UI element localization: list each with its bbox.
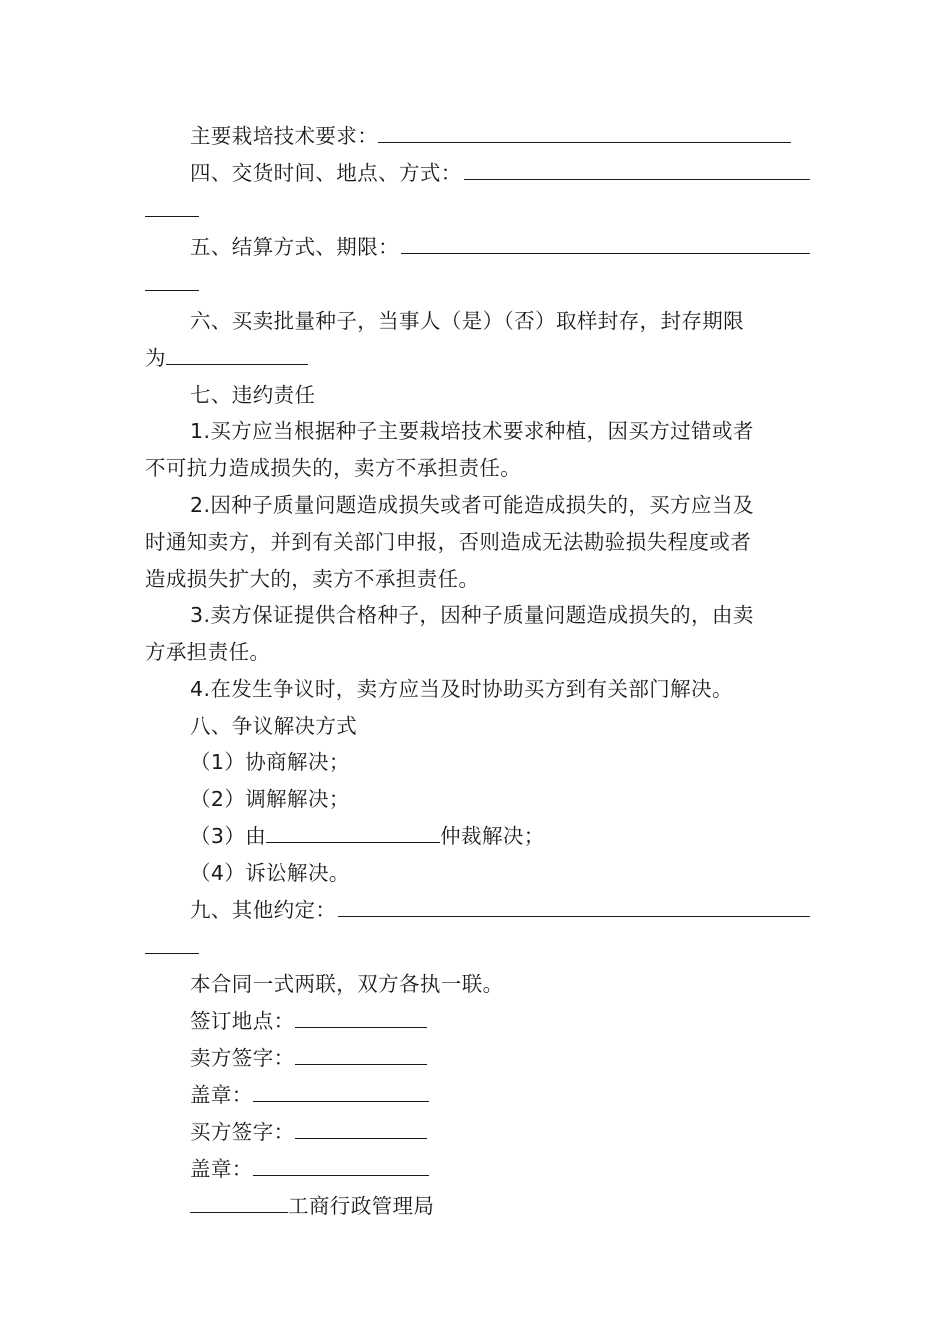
- buyer-seal-blank[interactable]: [253, 1153, 429, 1176]
- clause-7-2-line-1: 2.因种子质量问题造成损失或者可能造成损失的，买方应当及: [190, 493, 754, 517]
- clause-7-2-line-3: 造成损失扩大的，卖方不承担责任。: [145, 567, 480, 591]
- delivery-line: [145, 155, 810, 191]
- cultivation-requirements-line: [145, 118, 810, 154]
- other-terms-label: 九、其他约定：: [190, 898, 337, 922]
- sealing-period-label: 为: [145, 346, 166, 370]
- settlement-label: 五、结算方式、期限：: [190, 235, 399, 259]
- copies-statement: 本合同一式两联，双方各执一联。: [190, 972, 504, 996]
- arbitration-body-blank[interactable]: [266, 820, 440, 843]
- dispute-option-3-suffix: 仲裁解决；: [440, 824, 545, 848]
- clause-7-1-line-1: 1.买方应当根据种子主要栽培技术要求种植，因买方过错或者: [190, 419, 754, 443]
- dispute-option-3-prefix: （3）由: [190, 824, 267, 848]
- other-terms-blank-continued: [145, 929, 810, 965]
- dispute-option-2: （2）调解解决；: [190, 787, 350, 811]
- signing-place-line: [145, 1003, 810, 1039]
- signing-place-label: 签订地点：: [190, 1009, 295, 1033]
- admin-bureau-blank[interactable]: [190, 1190, 288, 1213]
- section-8-heading: 八、争议解决方式: [190, 714, 358, 738]
- settlement-blank-tail[interactable]: [145, 268, 199, 291]
- cultivation-requirements-label: 主要栽培技术要求：: [190, 124, 379, 148]
- seller-signature-blank[interactable]: [295, 1042, 427, 1065]
- delivery-blank-tail[interactable]: [145, 194, 199, 217]
- other-terms-blank[interactable]: [338, 894, 810, 917]
- sealing-period-line: [145, 340, 810, 376]
- signing-place-blank[interactable]: [295, 1005, 427, 1028]
- settlement-blank-continued: [145, 266, 810, 302]
- seller-signature-label: 卖方签字：: [190, 1046, 295, 1070]
- clause-7-4: 4.在发生争议时，卖方应当及时协助买方到有关部门解决。: [190, 677, 733, 701]
- dispute-option-4: （4）诉讼解决。: [190, 861, 350, 885]
- settlement-blank[interactable]: [401, 231, 810, 254]
- clause-7-3-line-2: 方承担责任。: [145, 640, 271, 664]
- seller-seal-line: [145, 1077, 810, 1113]
- clause-7-2-line-2: 时通知卖方，并到有关部门申报，否则造成无法勘验损失程度或者: [145, 530, 752, 554]
- clause-7-3-line-1: 3.卖方保证提供合格种子，因种子质量问题造成损失的，由卖: [190, 603, 754, 627]
- buyer-signature-label: 买方签字：: [190, 1120, 295, 1144]
- dispute-option-1: （1）协商解决；: [190, 750, 350, 774]
- sample-sealing-line: 六、买卖批量种子，当事人（是）（否）取样封存，封存期限: [190, 309, 745, 333]
- section-7-heading: 七、违约责任: [190, 383, 316, 407]
- buyer-seal-line: [145, 1151, 810, 1187]
- cultivation-requirements-blank[interactable]: [378, 120, 791, 143]
- admin-bureau-line: [145, 1188, 810, 1224]
- clause-7-1-line-2: 不可抗力造成损失的，卖方不承担责任。: [145, 456, 522, 480]
- delivery-label: 四、交货时间、地点、方式：: [190, 161, 462, 185]
- delivery-blank-continued: [145, 192, 810, 228]
- admin-bureau-label: 工商行政管理局: [288, 1194, 435, 1218]
- buyer-signature-blank[interactable]: [295, 1116, 427, 1139]
- buyer-seal-label: 盖章：: [190, 1157, 253, 1181]
- dispute-option-3: [145, 818, 810, 854]
- seller-signature-line: [145, 1040, 810, 1076]
- settlement-line: [145, 229, 810, 265]
- buyer-signature-line: [145, 1114, 810, 1150]
- sealing-period-blank[interactable]: [166, 342, 308, 365]
- delivery-blank[interactable]: [464, 157, 810, 180]
- other-terms-blank-tail[interactable]: [145, 931, 199, 954]
- other-terms-line: [145, 892, 810, 928]
- seller-seal-blank[interactable]: [253, 1079, 429, 1102]
- seller-seal-label: 盖章：: [190, 1083, 253, 1107]
